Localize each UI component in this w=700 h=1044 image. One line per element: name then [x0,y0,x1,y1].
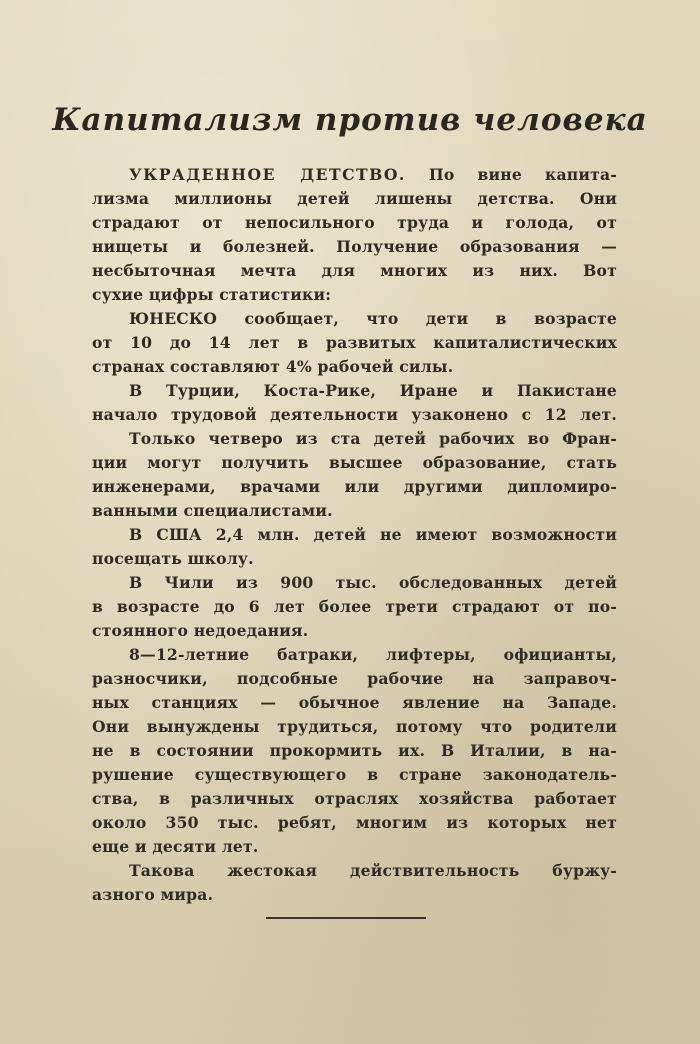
text-line: азного мира. [92,885,214,904]
text-line: 8—12-летние батраки, лифтеры, официанты, [129,645,617,664]
text-line: около 350 тыс. ребят, многим из которых нет [92,813,617,832]
text-line: ных станциях — обычное явление на Западе. [92,693,617,712]
text-line: не в состоянии прокормить их. В Италии, в на- [92,741,617,760]
text-line: Только четверо из ста детей рабочих во Фран- [129,429,617,448]
text-line: страдают от непосильного труда и голода, от [92,213,617,232]
text-line: от 10 до 14 лет в развитых капиталистических [92,333,617,352]
text-line: В Чили из 900 тыс. обследованных детей [129,573,617,592]
text-line: В США 2,4 млн. детей не имеют возможности [129,525,617,544]
text-line: в возрасте до 6 лет более трети страдают от по- [92,597,617,616]
text-line: Они вынуждены трудиться, потому что родители [92,717,617,736]
text-line: В Турции, Коста-Рике, Иране и Пакистане [129,381,617,400]
text-line: инженерами, врачами или другими дипломиро- [92,477,617,496]
text-line: разносчики, подсобные рабочие на заправоч- [92,669,617,688]
text-line: нищеты и болезней. Получение образования — [92,237,617,256]
text-line: стоянного недоедания. [92,621,309,640]
text-line: УКРАДЕННОЕ ДЕТСТВО. По вине капита- [129,165,617,184]
text-line: посещать школу. [92,549,254,568]
text-line: ЮНЕСКО сообщает, что дети в возрасте [129,309,617,328]
text-line: несбыточная мечта для многих из них. Вот [92,261,617,280]
text-line: Такова жестокая действительность буржу- [129,861,617,880]
section-heading: УКРАДЕННОЕ ДЕТСТВО. [129,165,406,184]
text-line: сухие цифры статистики: [92,285,332,304]
text-line: рушение существующего в стране законодатель- [92,765,617,784]
text-line: ции могут получить высшее образование, стать [92,453,617,472]
text-line: лизма миллионы детей лишены детства. Они [92,189,617,208]
end-divider [266,917,426,919]
text-line: ства, в различных отраслях хозяйства работает [92,789,617,808]
text-line: ванными специалистами. [92,501,333,520]
text-line: странах составляют 4% рабочей силы. [92,357,454,376]
text-line: еще и десяти лет. [92,837,259,856]
page-title: Капитализм против человека [52,102,648,138]
text-line: начало трудовой деятельности узаконено с 12 лет. [92,405,617,424]
